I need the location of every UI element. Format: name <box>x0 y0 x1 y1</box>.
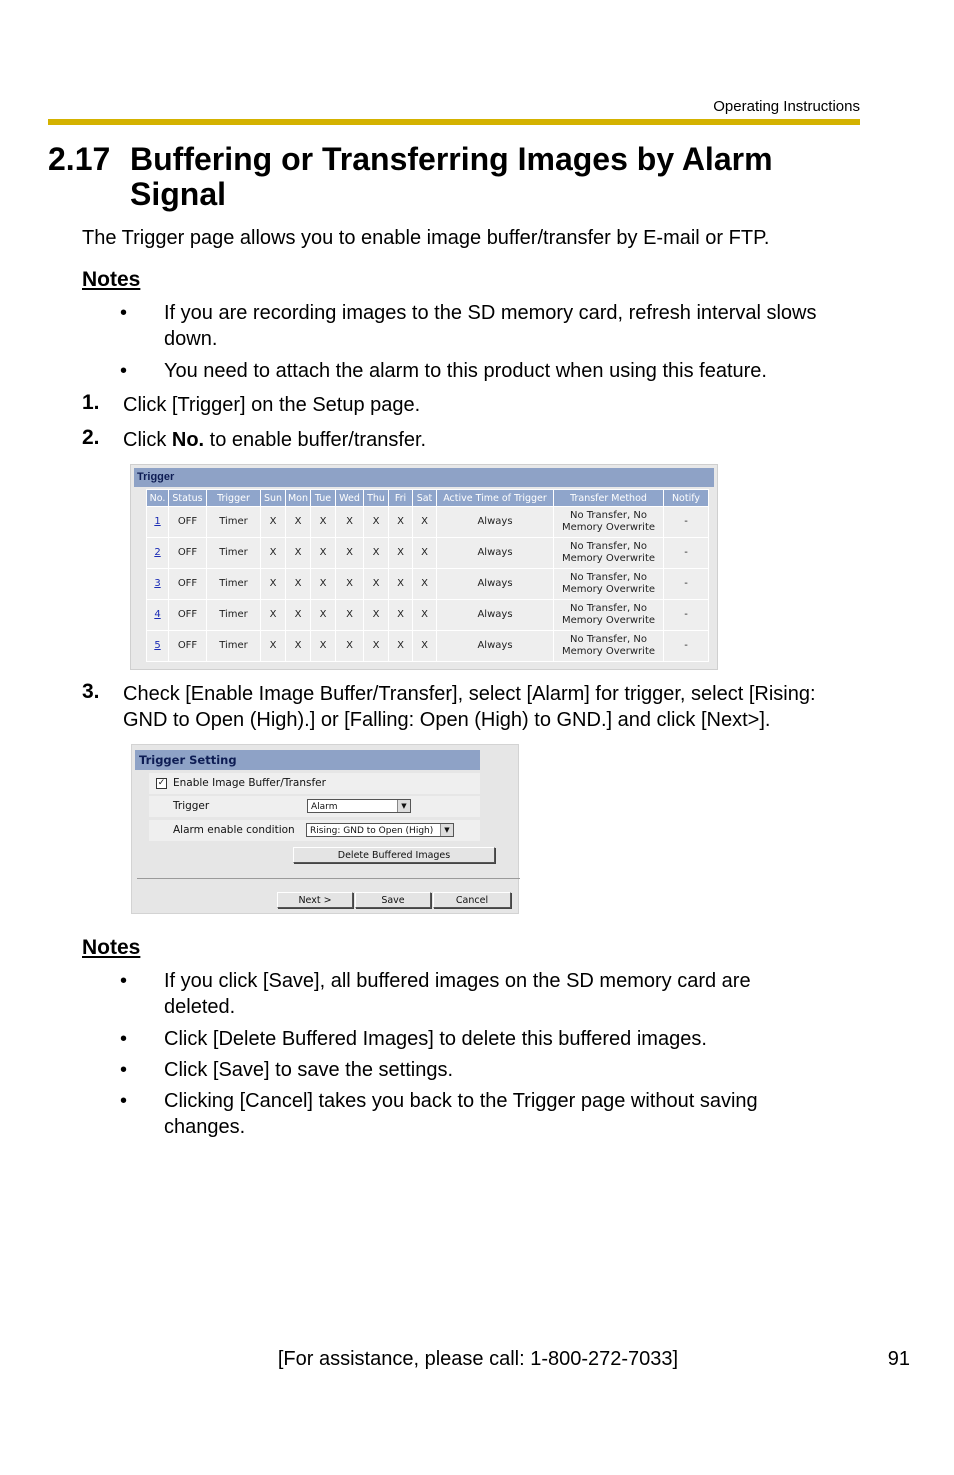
cell-tue: X <box>311 600 335 630</box>
divider <box>137 878 520 879</box>
cell-sun: X <box>261 600 285 630</box>
method-line-2: Memory Overwrite <box>561 553 656 564</box>
step-text <box>123 427 863 453</box>
trigger-label: Trigger <box>173 800 210 812</box>
col-header-no: No. <box>147 490 168 506</box>
delete-buffered-images-button[interactable]: Delete Buffered Images <box>293 847 495 863</box>
method-line-1: No Transfer, No <box>570 572 647 583</box>
alarm-condition-value: Rising: GND to Open (High) <box>310 826 434 836</box>
cell-mon: X <box>286 600 310 630</box>
trigger-title-bar: Trigger <box>134 468 714 487</box>
col-header-fri: Fri <box>389 490 412 506</box>
cell-status: OFF <box>169 569 206 599</box>
trigger-link-1[interactable]: 1 <box>154 516 161 527</box>
cell-wed: X <box>336 538 363 568</box>
cell-sat: X <box>413 600 436 630</box>
section-number: 2.17 <box>48 141 111 177</box>
step-text-post: to enable buffer/transfer. <box>204 429 427 451</box>
col-header-wed: Wed <box>336 490 363 506</box>
cell-active-time: Always <box>437 569 553 599</box>
next-button[interactable]: Next > <box>277 892 353 908</box>
table-row <box>147 538 708 568</box>
alarm-condition-select[interactable] <box>306 823 454 837</box>
col-header-trigger: Trigger <box>207 490 260 506</box>
col-header-mon: Mon <box>286 490 310 506</box>
cell-tue: X <box>311 507 335 537</box>
trigger-link-2[interactable]: 2 <box>154 547 161 558</box>
col-header-sun: Sun <box>261 490 285 506</box>
cell-notify: - <box>664 631 708 661</box>
chevron-down-icon: ▼ <box>440 824 453 836</box>
enable-checkbox[interactable]: ✓ <box>157 778 166 788</box>
method-line-1: No Transfer, No <box>570 541 647 552</box>
enable-row <box>149 773 480 794</box>
cell-sat: X <box>413 507 436 537</box>
cell-no[interactable] <box>147 600 168 630</box>
col-header-thu: Thu <box>364 490 388 506</box>
cell-notify: - <box>664 507 708 537</box>
cell-notify: - <box>664 538 708 568</box>
step-text-pre: Click <box>123 429 172 451</box>
cell-fri: X <box>389 631 412 661</box>
cell-active-time: Always <box>437 507 553 537</box>
cell-transfer-method <box>554 631 663 661</box>
notes-heading-1: Notes <box>82 268 141 291</box>
notes-heading-2: Notes <box>82 936 141 959</box>
bullet-dot: • <box>120 360 128 382</box>
cell-wed: X <box>336 600 363 630</box>
cell-fri: X <box>389 538 412 568</box>
method-line-1: No Transfer, No <box>570 510 647 521</box>
method-line-2: Memory Overwrite <box>561 522 656 533</box>
cell-sun: X <box>261 569 285 599</box>
bullet-dot: • <box>120 1059 128 1081</box>
method-line-1: No Transfer, No <box>570 634 647 645</box>
method-line-2: Memory Overwrite <box>561 615 656 626</box>
cancel-button[interactable]: Cancel <box>433 892 511 908</box>
header-label: Operating Instructions <box>713 98 860 115</box>
cell-transfer-method <box>554 600 663 630</box>
method-line-1: No Transfer, No <box>570 603 647 614</box>
note-item: You need to attach the alarm to this product when using this feature. <box>164 360 767 382</box>
cell-fri: X <box>389 569 412 599</box>
cell-thu: X <box>364 631 388 661</box>
method-line-2: Memory Overwrite <box>561 584 656 595</box>
step-text: Check [Enable Image Buffer/Transfer], select [Alarm] for trigger, select [Rising: GND to Open (High).] or [Falling: Open (High) to GND.] and click [Next>]. <box>123 683 816 731</box>
cell-mon: X <box>286 631 310 661</box>
trigger-setting-title-bar: Trigger Setting <box>135 750 480 770</box>
cell-tue: X <box>311 569 335 599</box>
cell-transfer-method <box>554 538 663 568</box>
alarm-condition-row <box>149 820 480 841</box>
cell-sun: X <box>261 507 285 537</box>
trigger-table <box>146 489 709 662</box>
cell-status: OFF <box>169 600 206 630</box>
method-line-2: Memory Overwrite <box>561 646 656 657</box>
cell-active-time: Always <box>437 600 553 630</box>
cell-sun: X <box>261 538 285 568</box>
step-text: Click [Trigger] on the Setup page. <box>123 394 421 416</box>
note-item: Click [Delete Buffered Images] to delete this buffered images. <box>164 1028 707 1050</box>
cell-status: OFF <box>169 538 206 568</box>
cell-tue: X <box>311 538 335 568</box>
trigger-select-value: Alarm <box>311 802 338 812</box>
alarm-condition-label: Alarm enable condition <box>173 824 295 836</box>
cell-status: OFF <box>169 507 206 537</box>
cell-wed: X <box>336 631 363 661</box>
cell-thu: X <box>364 600 388 630</box>
col-header-status: Status <box>169 490 206 506</box>
col-header-notify: Notify <box>664 490 708 506</box>
note-item: Click [Save] to save the settings. <box>164 1059 454 1081</box>
note-item: Clicking [Cancel] takes you back to the Trigger page without saving changes. <box>164 1090 758 1138</box>
cell-thu: X <box>364 507 388 537</box>
cell-sat: X <box>413 631 436 661</box>
section-title-text: Buffering or Transferring Images by Alarm Signal <box>130 141 773 212</box>
cell-no[interactable] <box>147 569 168 599</box>
cell-mon: X <box>286 507 310 537</box>
note-item: If you are recording images to the SD memory card, refresh interval slows down. <box>164 302 817 350</box>
cell-sun: X <box>261 631 285 661</box>
cell-sat: X <box>413 538 436 568</box>
cell-thu: X <box>364 569 388 599</box>
cell-active-time: Always <box>437 538 553 568</box>
cell-no[interactable] <box>147 631 168 661</box>
col-header-active-time: Active Time of Trigger <box>437 490 553 506</box>
cell-transfer-method <box>554 507 663 537</box>
col-header-transfer-method: Transfer Method <box>554 490 663 506</box>
note-item: If you click [Save], all buffered images on the SD memory card are deleted. <box>164 970 751 1018</box>
trigger-row <box>149 796 480 817</box>
cell-trigger: Timer <box>207 569 260 599</box>
trigger-screenshot <box>130 464 718 670</box>
cell-trigger: Timer <box>207 600 260 630</box>
table-row <box>147 569 708 599</box>
cell-active-time: Always <box>437 631 553 661</box>
enable-label: Enable Image Buffer/Transfer <box>173 777 326 789</box>
cell-fri: X <box>389 600 412 630</box>
cell-transfer-method <box>554 569 663 599</box>
intro-text: The Trigger page allows you to enable image buffer/transfer by E-mail or FTP. <box>82 227 770 249</box>
cell-mon: X <box>286 538 310 568</box>
cell-trigger: Timer <box>207 507 260 537</box>
cell-notify: - <box>664 569 708 599</box>
cell-wed: X <box>336 569 363 599</box>
cell-thu: X <box>364 538 388 568</box>
bullet-dot: • <box>120 302 128 324</box>
cell-tue: X <box>311 631 335 661</box>
table-header-row <box>147 490 708 506</box>
cell-status: OFF <box>169 631 206 661</box>
header-rule <box>48 119 860 125</box>
cell-trigger: Timer <box>207 631 260 661</box>
trigger-setting-screenshot <box>131 744 519 914</box>
footer-assistance: [For assistance, please call: 1-800-272-7033] <box>277 1348 679 1370</box>
page-number: 91 <box>887 1348 910 1370</box>
bullet-dot: • <box>120 1090 128 1112</box>
cell-no[interactable] <box>147 507 168 537</box>
cell-notify: - <box>664 600 708 630</box>
step-number: 2. <box>82 426 100 449</box>
col-header-sat: Sat <box>413 490 436 506</box>
trigger-link-3[interactable]: 3 <box>154 578 161 589</box>
cell-mon: X <box>286 569 310 599</box>
chevron-down-icon: ▼ <box>397 800 410 812</box>
table-row <box>147 600 708 630</box>
step-number: 3. <box>82 680 100 703</box>
step-number: 1. <box>82 391 100 414</box>
cell-sat: X <box>413 569 436 599</box>
bullet-dot: • <box>120 1028 128 1050</box>
step-text-bold: No. <box>171 429 205 451</box>
cell-fri: X <box>389 507 412 537</box>
trigger-select[interactable] <box>307 799 411 813</box>
col-header-tue: Tue <box>311 490 335 506</box>
save-button[interactable]: Save <box>355 892 431 908</box>
cell-no[interactable] <box>147 538 168 568</box>
trigger-link-4[interactable]: 4 <box>154 609 161 620</box>
bullet-dot: • <box>120 970 128 992</box>
cell-wed: X <box>336 507 363 537</box>
table-row <box>147 507 708 537</box>
table-row <box>147 631 708 661</box>
cell-trigger: Timer <box>207 538 260 568</box>
trigger-link-5[interactable]: 5 <box>154 640 161 651</box>
